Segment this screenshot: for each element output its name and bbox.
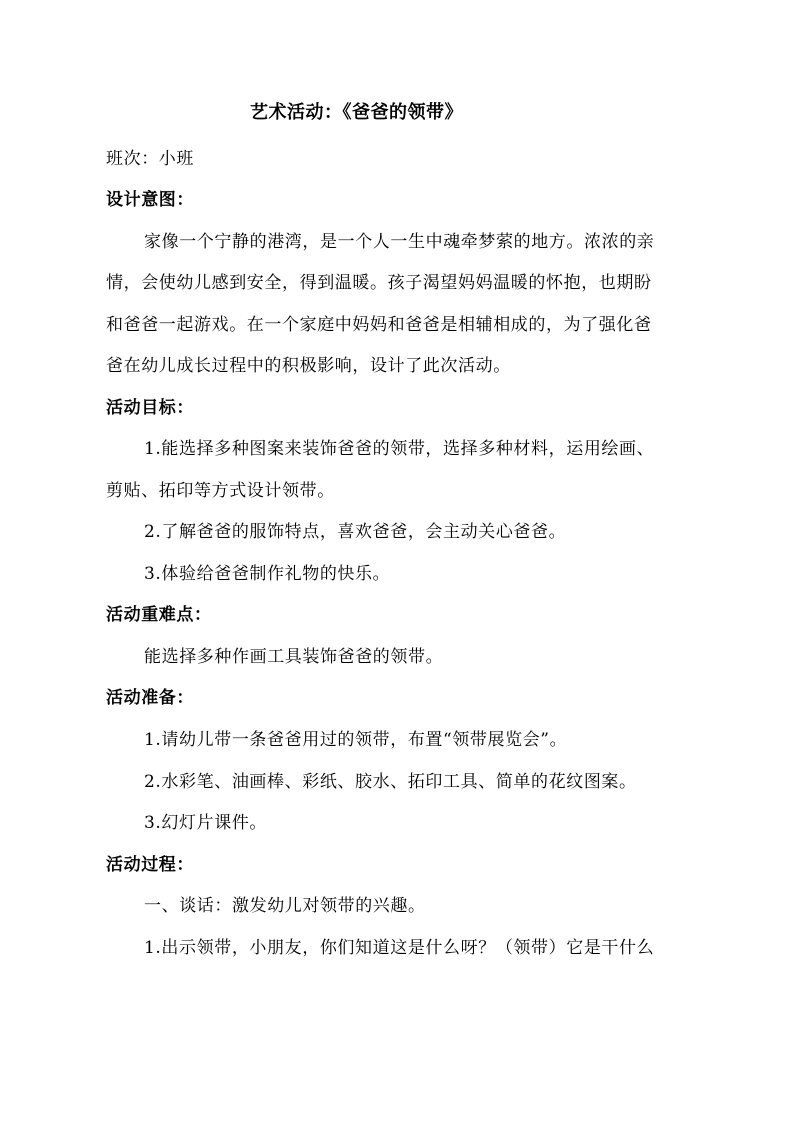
process-step: 1.出示领带，小朋友，你们知道这是什么呀？（领带）它是干什么 <box>144 938 655 958</box>
preparation-heading: 活动准备： <box>106 688 194 708</box>
design-paragraph-line: 爸在幼儿成长过程中的积极影响，设计了此次活动。 <box>106 356 511 376</box>
preparation-item: 2.水彩笔、油画棒、彩纸、胶水、拓印工具、简单的花纹图案。 <box>144 772 637 792</box>
preparation-item: 1.请幼儿带一条爸爸用过的领带，布置“领带展览会”。 <box>144 730 568 750</box>
goals-heading: 活动目标： <box>106 398 194 418</box>
process-step: 一、谈话：激发幼儿对领带的兴趣。 <box>144 896 426 916</box>
goal-item: 1.能选择多种图案来装饰爸爸的领带，选择多种材料，运用绘画、 <box>144 439 655 459</box>
key-points-heading: 活动重难点： <box>106 605 212 625</box>
goal-item: 2.了解爸爸的服饰特点，喜欢爸爸，会主动关心爸爸。 <box>144 522 567 542</box>
page-title: 艺术活动：《爸爸的领带》 <box>250 102 463 123</box>
goal-item: 3.体验给爸爸制作礼物的快乐。 <box>144 564 391 584</box>
key-points-text: 能选择多种作画工具装饰爸爸的领带。 <box>144 647 444 667</box>
class-line: 班次：小班 <box>106 149 194 169</box>
design-paragraph-line: 和爸爸一起游戏。在一个家庭中妈妈和爸爸是相辅相成的，为了强化爸 <box>106 315 652 335</box>
goal-item-continuation: 剪贴、拓印等方式设计领带。 <box>106 481 335 501</box>
preparation-item: 3.幻灯片课件。 <box>144 813 268 833</box>
design-heading: 设计意图： <box>106 190 194 210</box>
design-paragraph-line: 情，会使幼儿感到安全，得到温暖。孩子渴望妈妈温暖的怀抱，也期盼 <box>106 273 652 293</box>
process-heading: 活动过程： <box>106 855 194 875</box>
design-paragraph-line: 家像一个宁静的港湾，是一个人一生中魂牵梦萦的地方。浓浓的亲 <box>144 232 655 252</box>
